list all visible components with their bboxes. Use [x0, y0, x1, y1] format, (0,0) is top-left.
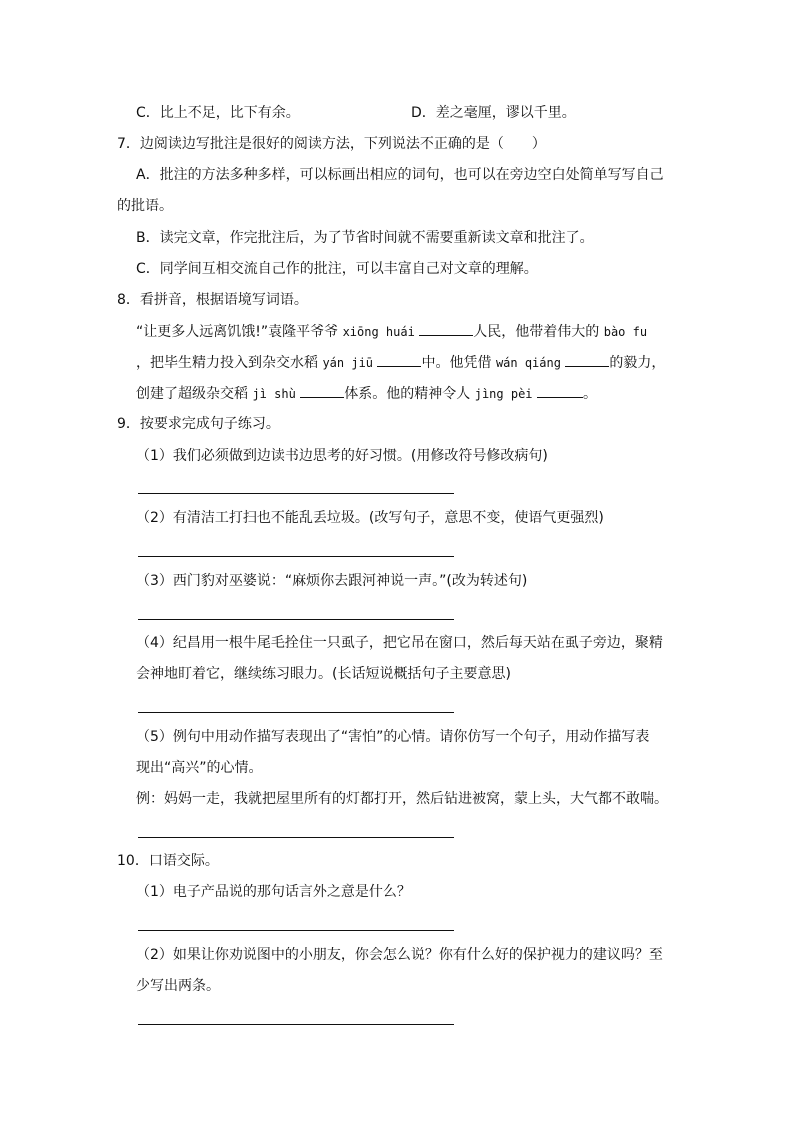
q9-s5-example: 例：妈妈一走，我就把屋里所有的灯都打开，然后钻进被窝，蒙上头，大气都不敢喘。: [136, 791, 668, 807]
q8-line3-text-a: 创建了超级杂交稻: [136, 386, 248, 402]
blank-yan-jiu[interactable]: [377, 352, 421, 367]
pinyin-jing-pei: jìng pèi: [474, 387, 533, 401]
answer-line-q10-2[interactable]: [138, 1024, 454, 1025]
q7-stem: 7．边阅读边写批注是很好的阅读方法，下列说法不正确的是（ ）: [117, 136, 546, 152]
q8-line3: [136, 383, 597, 404]
q6-option-d: D．差之毫厘，谬以千里。: [411, 105, 576, 121]
q8-stem: 8．看拼音，根据语境写词语。: [117, 292, 308, 308]
q8-line3-text-b: 体系。他的精神令人: [344, 386, 471, 402]
q7-option-a-line1: A．批注的方法多种多样，可以标画出相应的词句，也可以在旁边空白处简单写写自己: [136, 167, 664, 183]
q9-s5-line1: （5）例句中用动作描写表现出了“害怕”的心情。请你仿写一个句子，用动作描写表: [136, 729, 650, 745]
q8-line1-text-b: 人民，他带着伟大的: [473, 324, 600, 340]
q9-s1: （1）我们必须做到边读书边思考的好习惯。(用修改符号修改病句): [136, 448, 548, 464]
q10-s2-line1: （2）如果让你劝说图中的小朋友，你会怎么说？你有什么好的保护视力的建议吗？至: [136, 947, 663, 963]
q8-line2-text-c: 的毅力，: [609, 355, 666, 371]
q6-option-c: C．比上不足，比下有余。: [136, 105, 300, 121]
q8-line1: [136, 321, 647, 342]
pinyin-bao-fu: bào fu: [603, 325, 648, 339]
blank-wan-qiang[interactable]: [565, 352, 609, 367]
q7-option-a-line2: 的批语。: [117, 198, 173, 214]
q10-s2-line2: 少写出两条。: [136, 978, 220, 994]
answer-line-q9-5[interactable]: [138, 837, 454, 838]
q10-s1: （1）电子产品说的那句话言外之意是什么？: [136, 884, 411, 900]
q9-stem: 9．按要求完成句子练习。: [117, 416, 280, 432]
q7-option-b: B．读完文章，作完批注后，为了节省时间就不需要重新读文章和批注了。: [136, 230, 594, 246]
q8-line2-text-a: ，把毕生精力投入到杂交水稻: [136, 355, 318, 371]
pinyin-ji-shu: jì shù: [252, 387, 296, 401]
q10-stem: 10．口语交际。: [117, 853, 219, 869]
pinyin-xiong-huai: xiōng huái: [342, 325, 415, 339]
q9-s3: （3）西门豹对巫婆说：“麻烦你去跟河神说一声。”(改为转述句): [136, 573, 528, 589]
pinyin-wan-qiang: wán qiáng: [495, 356, 561, 370]
q9-s2: （2）有清洁工打扫也不能乱丢垃圾。(改写句子，意思不变，使语气更强烈): [136, 510, 604, 526]
q8-line3-text-c: 。: [582, 386, 597, 402]
blank-ji-shu[interactable]: [300, 383, 344, 398]
blank-jing-pei[interactable]: [537, 383, 583, 398]
answer-line-q9-3[interactable]: [138, 619, 454, 620]
q8-line2-text-b: 中。他凭借: [421, 355, 492, 371]
q7-option-c: C．同学间互相交流自己作的批注，可以丰富自己对文章的理解。: [136, 261, 538, 277]
q8-line1-text-a: “让更多人远离饥饿!”袁隆平爷爷: [136, 324, 339, 340]
answer-line-q9-1[interactable]: [138, 493, 454, 494]
q9-s5-line2: 现出“高兴”的心情。: [136, 760, 263, 776]
q9-s4-line1: （4）纪昌用一根牛尾毛拴住一只虱子，把它吊在窗口，然后每天站在虱子旁边，聚精: [136, 635, 663, 651]
q9-s4-line2: 会神地盯着它，继续练习眼力。(长话短说概括句子主要意思): [136, 666, 511, 682]
answer-line-q9-4[interactable]: [138, 712, 454, 713]
blank-xiong-huai[interactable]: [419, 321, 473, 336]
answer-line-q9-2[interactable]: [138, 556, 454, 557]
answer-line-q10-1[interactable]: [138, 930, 454, 931]
pinyin-yan-jiu: yán jiū: [322, 356, 374, 370]
q8-line2: [136, 352, 665, 373]
